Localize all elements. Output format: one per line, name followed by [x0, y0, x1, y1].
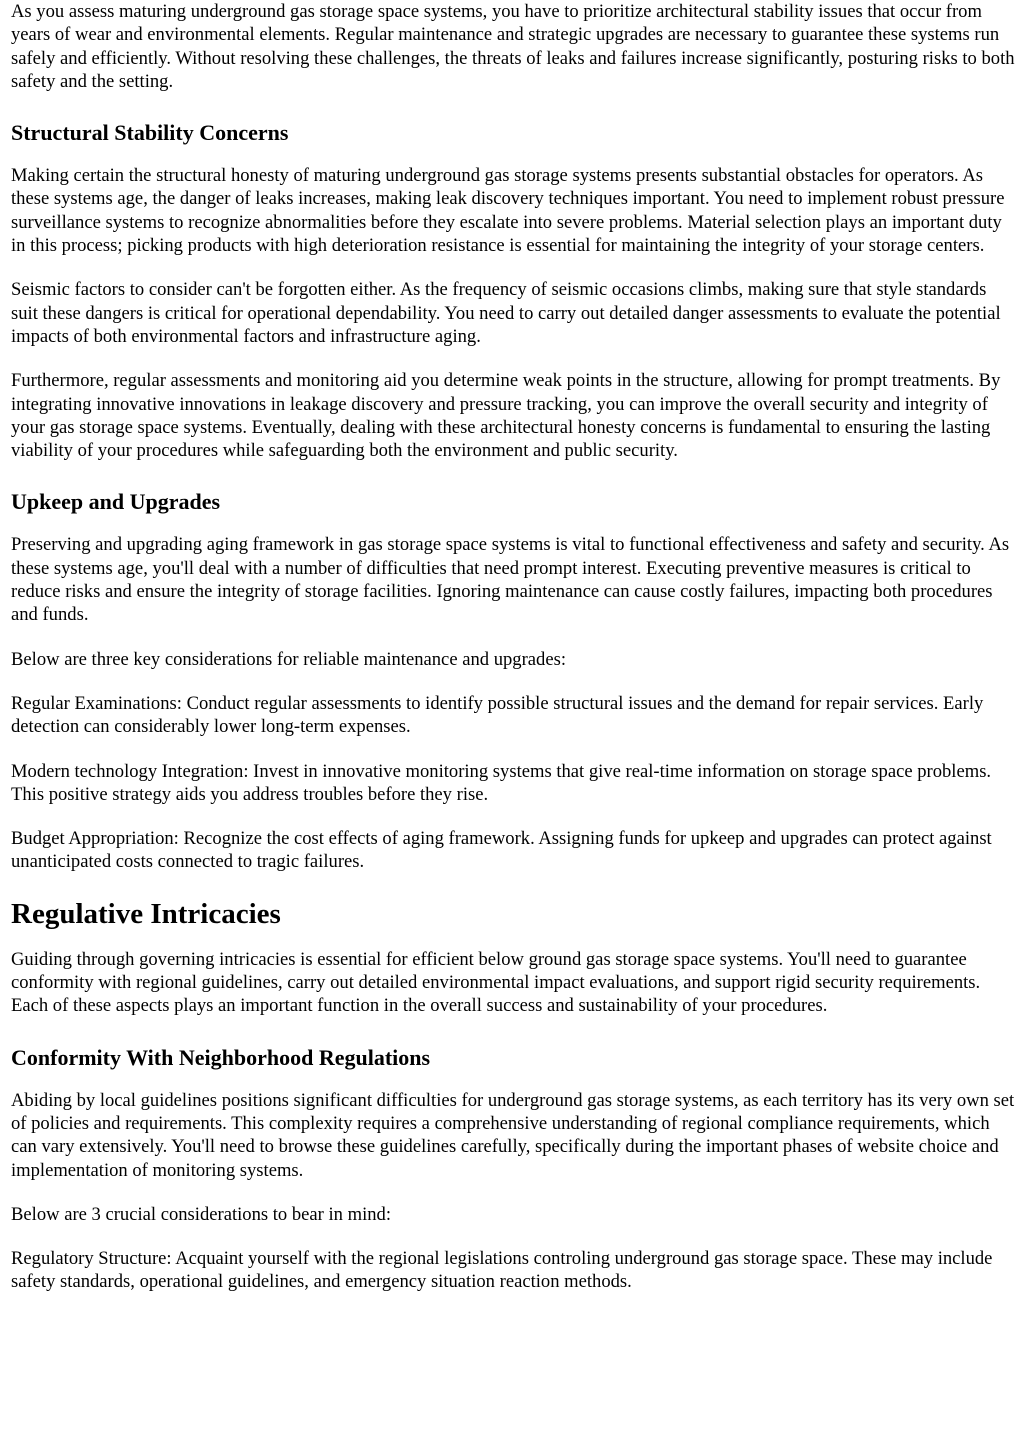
- regulative-paragraph-1: Guiding through governing intricacies is essential for efficient below ground gas storage space systems. You'll need to guarantee conformity with regional guidelines, carry out detailed environmental impact evaluations, and support rigid security requirements. Each of these aspects plays an important function in the overall success and sustainability of your procedures.: [11, 948, 981, 1017]
- upkeep-item-budget: Budget Appropriation: Recognize the cost effects of aging framework. Assigning funds for upkeep and upgrades can protect against unanticipated costs connected to tragic failures.: [11, 828, 992, 873]
- upkeep-heading: Upkeep and Upgrades: [11, 489, 221, 515]
- regulative-heading: Regulative Intricacies: [11, 897, 281, 930]
- upkeep-paragraph-2: Below are three key considerations for reliable maintenance and upgrades:: [11, 648, 566, 670]
- conformity-item-regulatory: Regulatory Structure: Acquaint yourself with the regional legislations controling underground gas storage space. These may include safety standards, operational guidelines, and emergency situation reaction methods.: [11, 1248, 993, 1293]
- conformity-paragraph-1: Abiding by local guidelines positions significant difficulties for underground gas storage systems, as each territory has its very own set of policies and requirements. This complexity requires a comprehensive understanding of regional compliance requirements, which can vary extensively. You'll need to browse these guidelines carefully, specifically during the important phases of website choice and implementation of monitoring systems.: [11, 1089, 1015, 1181]
- conformity-paragraph-2: Below are 3 crucial considerations to bear in mind:: [11, 1203, 392, 1225]
- structural-paragraph-3: Furthermore, regular assessments and monitoring aid you determine weak points in the structure, allowing for prompt treatments. By integrating innovative innovations in leakage discovery and pressure tracking, you can improve the overall security and integrity of your gas storage space systems. Eventually, dealing with these architectural honesty concerns is fundamental to ensuring the lasting viability of your procedures while safeguarding both the environment and public security.: [11, 370, 1001, 462]
- upkeep-item-technology: Modern technology Integration: Invest in innovative monitoring systems that give real-time information on storage space problems. This positive strategy aids you address troubles before they rise.: [11, 760, 992, 805]
- conformity-heading: Conformity With Neighborhood Regulations: [11, 1044, 431, 1070]
- structural-paragraph-2: Seismic factors to consider can't be forgotten either. As the frequency of seismic occasions climbs, making sure that style standards suit these dangers is critical for operational dependability. You need to carry out detailed danger assessments to evaluate the potential impacts of both environmental factors and infrastructure aging.: [11, 279, 1001, 347]
- upkeep-item-examinations: Regular Examinations: Conduct regular assessments to identify possible structural issues and the demand for repair services. Early detection can considerably lower long-term expenses.: [11, 692, 984, 738]
- intro-paragraph: As you assess maturing underground gas storage space systems, you have to prioritize architectural stability issues that occur from years of wear and environmental elements. Regular maintenance and strategic upgrades are necessary to guarantee these systems run safely and efficiently. Without resolving these challenges, the threats of leaks and failures increase significantly, posturing risks to both safety and the setting.: [11, 1, 1015, 92]
- structural-heading: Structural Stability Concerns: [11, 120, 289, 146]
- structural-paragraph-1: Making certain the structural honesty of maturing underground gas storage systems presents substantial obstacles for operators. As these systems age, the danger of leaks increases, making leak discovery techniques important. You need to implement robust pressure surveillance systems to recognize abnormalities before they escalate into severe problems. Material selection plays an important duty in this process; picking products with high deterioration resistance is essential for maintaining the integrity of your storage centers.: [11, 165, 1005, 257]
- upkeep-paragraph-1: Preserving and upgrading aging framework in gas storage space systems is vital to functional effectiveness and safety and security. As these systems age, you'll deal with a number of difficulties that need prompt interest. Executing preventive measures is critical to reduce risks and ensure the integrity of storage facilities. Ignoring maintenance can cause costly failures, impacting both procedures and funds.: [11, 534, 1010, 626]
